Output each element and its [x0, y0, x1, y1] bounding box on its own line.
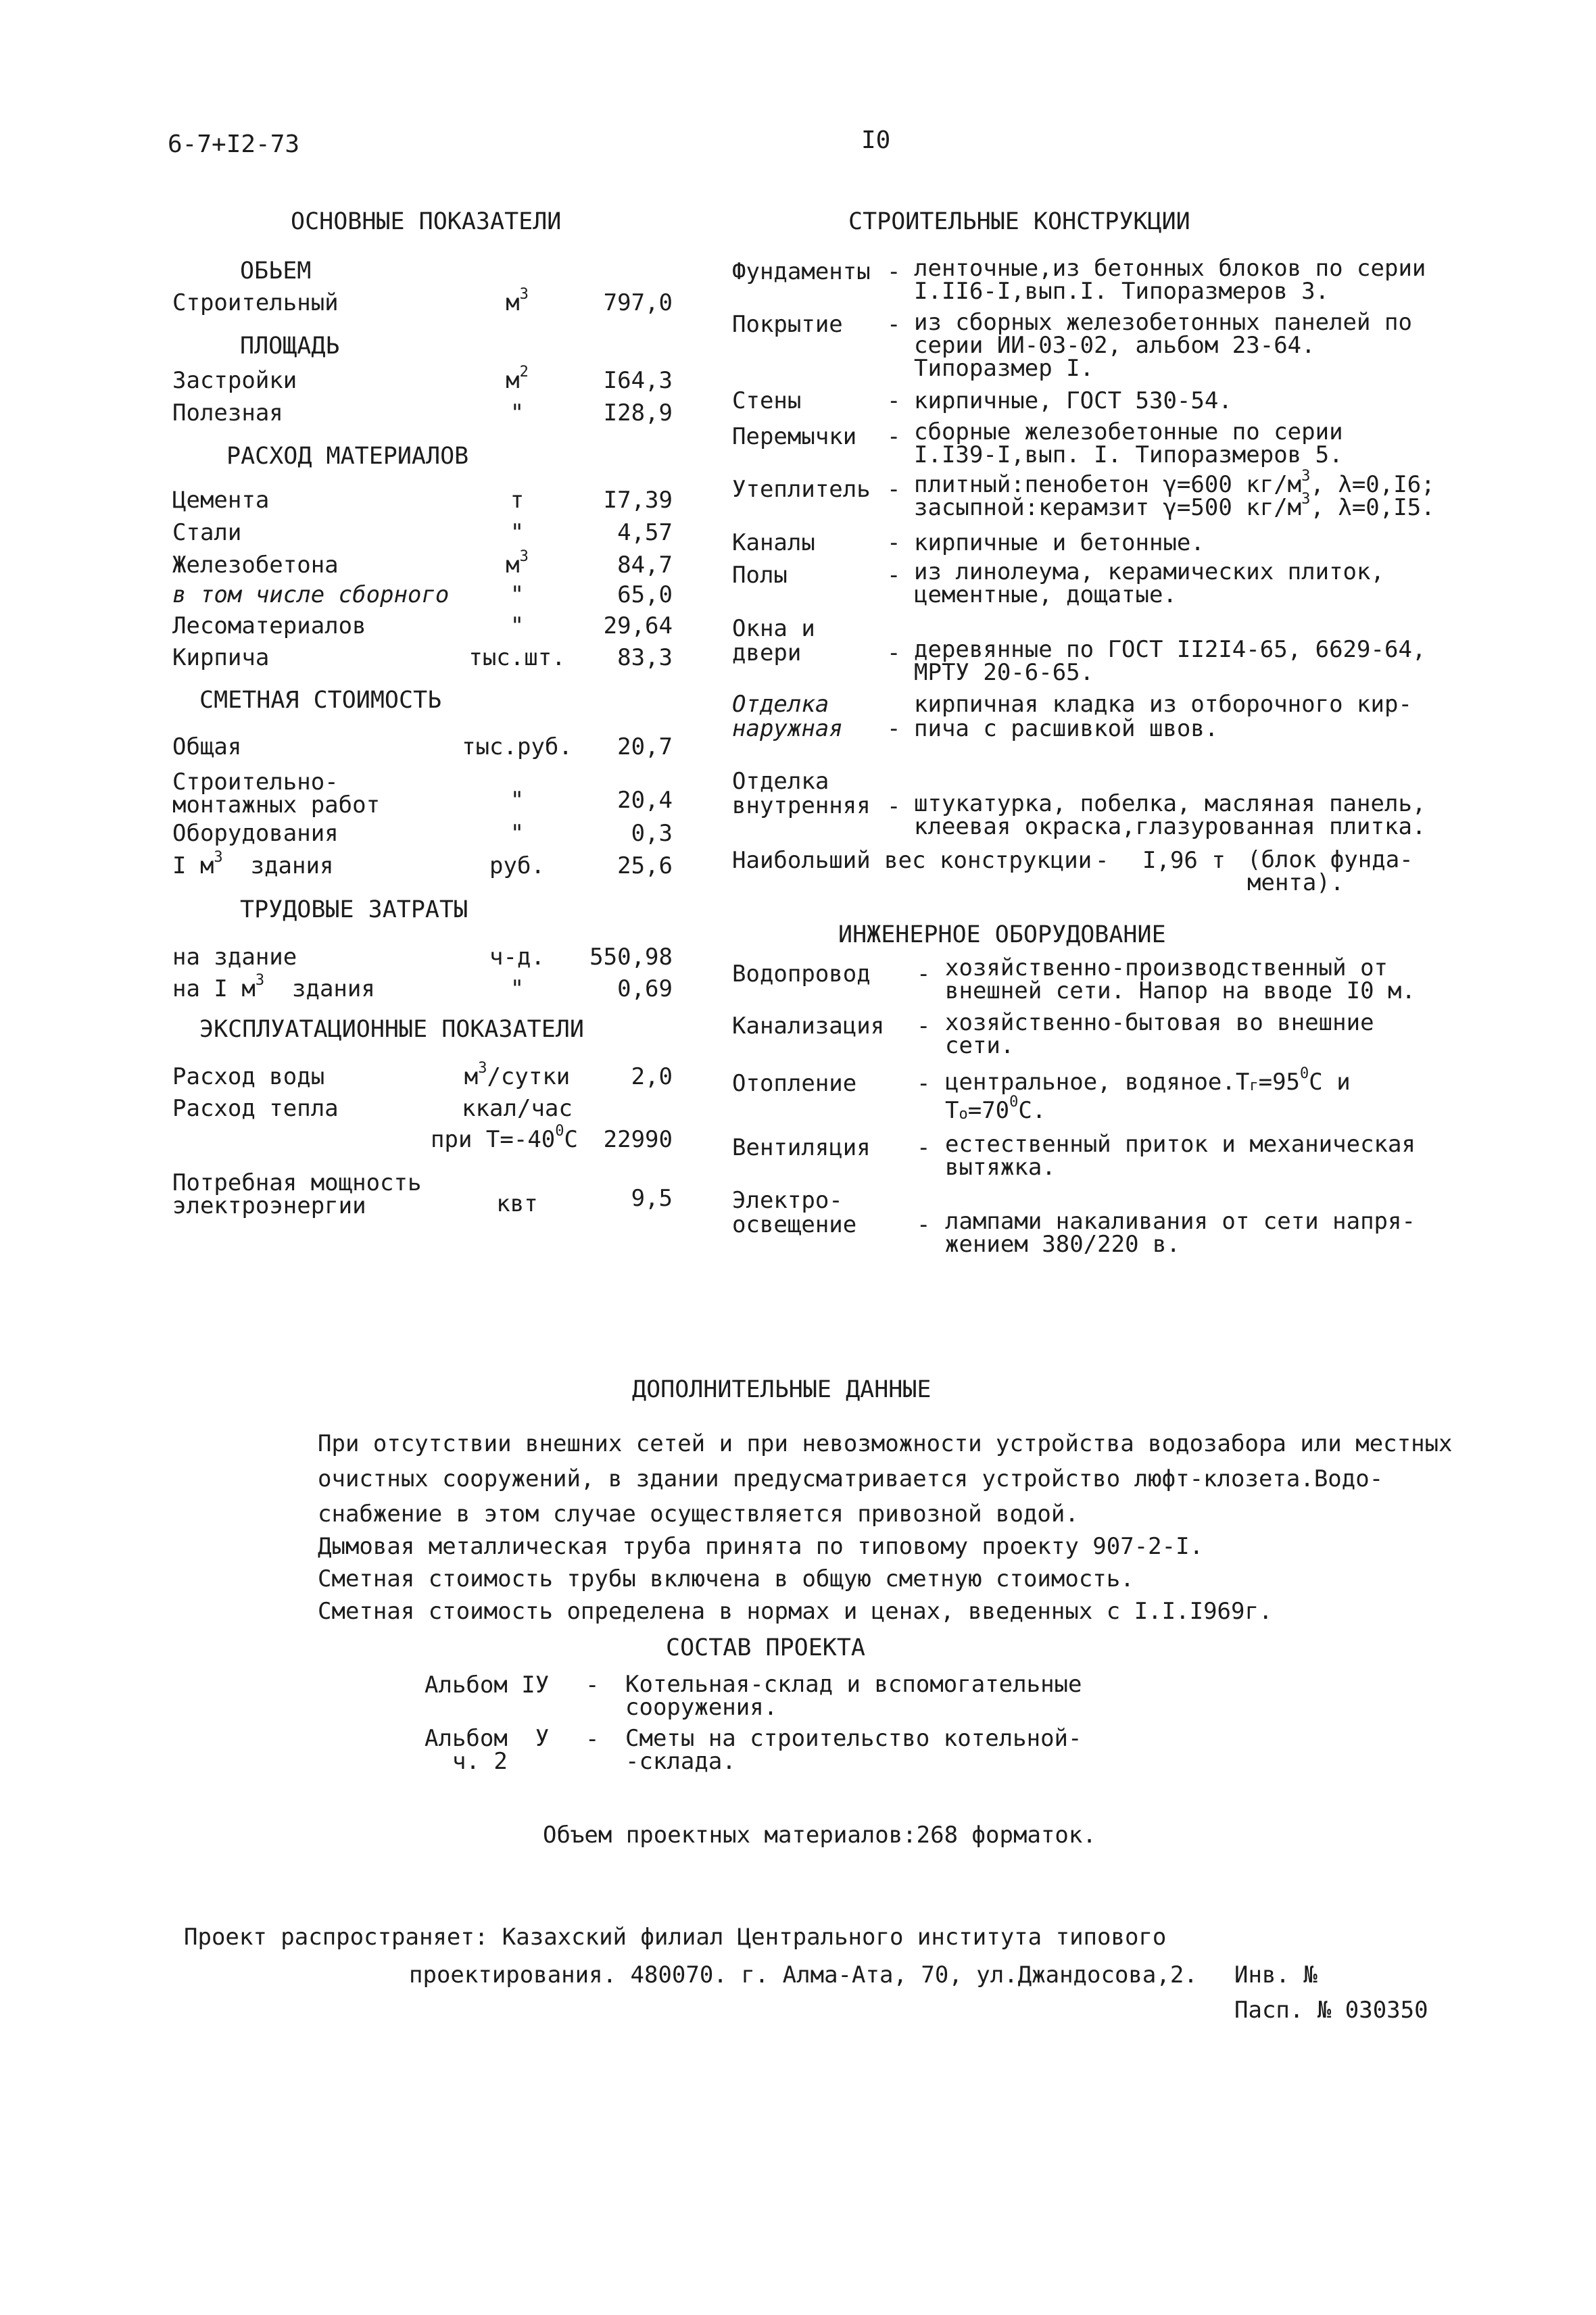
- engineering-text: [945, 1065, 1351, 1125]
- operational-heading: ЭКСПЛУАТАЦИОННЫЕ ПОКАЗАТЕЛИ: [199, 1016, 584, 1043]
- indicator-name: Стали: [172, 519, 242, 546]
- construction-label: Перемычки: [732, 423, 857, 450]
- album-description: Котельная-склад и вспомогательные сооружения.: [625, 1671, 1082, 1721]
- indicator-unit: ккал/час: [462, 1095, 573, 1122]
- indicator-name: Лесоматериалов: [172, 612, 366, 639]
- indicator-name: Потребная мощность электроэнергии: [172, 1169, 422, 1219]
- indicator-row: [172, 1060, 673, 1092]
- page-number: I0: [861, 126, 891, 154]
- dash: -: [887, 387, 901, 414]
- indicator-name: I $м^3$ здания: [172, 849, 334, 879]
- construction-text: из сборных железобетонных панелей по серии ИИ-03-02, альбом 23-64. Типоразмер I.: [914, 309, 1412, 382]
- dash: -: [1095, 847, 1109, 874]
- indicator-value: 0,3: [631, 820, 673, 847]
- additional-data-title: ДОПОЛНИТЕЛЬНЫЕ ДАННЫЕ: [632, 1376, 932, 1403]
- indicator-unit: $м^3$: [506, 548, 529, 579]
- construction-text: штукатурка, побелка, масляная панель, клеевая окраска,глазурованная плитка.: [914, 790, 1426, 840]
- indicator-row: [172, 645, 673, 673]
- dash: -: [585, 1726, 600, 1753]
- indicator-row: [172, 520, 673, 547]
- paragraph-line: При отсутствии внешних сетей и при невозможности устройства водозабора или местных: [318, 1430, 1453, 1457]
- indicator-unit: ": [510, 399, 525, 427]
- materials-heading: РАСХОД МАТЕРИАЛОВ: [226, 443, 469, 470]
- indicator-unit: при $Т=-40^0С$: [431, 1123, 578, 1153]
- dash: -: [887, 423, 901, 450]
- paragraph-line: Сметная стоимость определена в нормах и ценах, введенных с I.I.I969г.: [318, 1598, 1273, 1625]
- document-number: 6-7+I2-73: [168, 130, 300, 158]
- indicator-row: [172, 1123, 673, 1154]
- indicator-name: Расход воды: [172, 1063, 325, 1090]
- indicator-unit: ": [510, 612, 525, 639]
- volume-heading: ОБЬЕМ: [240, 258, 312, 285]
- indicator-row: [172, 821, 673, 848]
- indicator-name: Строительно- монтажных работ: [172, 769, 381, 819]
- engineering-label: Электро- освещение: [732, 1187, 857, 1238]
- composition-title: СОСТАВ ПРОЕКТА: [666, 1634, 866, 1661]
- distributor-line: Проект распространяет: Казахский филиал Центрального института типового: [184, 1924, 1167, 1951]
- indicator-name: Цемента: [172, 487, 270, 514]
- indicator-value: I64,3: [603, 367, 673, 394]
- engineering-text: естественный приток и механическая вытяжка.: [945, 1131, 1416, 1181]
- construction-text: [914, 468, 1435, 521]
- indicator-name: Расход тепла: [172, 1095, 339, 1122]
- construction-text: ленточные,из бетонных блоков по серии I.II6-I,вып.I. Типоразмеров 3.: [914, 255, 1426, 305]
- construction-label: Стены: [732, 387, 802, 414]
- indicator-value: 9,5: [631, 1185, 673, 1212]
- paragraph-line: Дымовая металлическая труба принята по типовому проекту 907-2-I.: [318, 1533, 1204, 1560]
- indicator-value: 797,0: [603, 289, 673, 316]
- indicator-name: Кирпича: [172, 644, 270, 671]
- indicator-row: [172, 583, 673, 610]
- engineering-label: Отопление: [732, 1070, 857, 1097]
- indicator-unit: $м^2$: [506, 364, 529, 394]
- indicator-name: в том числе сборного: [172, 581, 450, 608]
- dash: -: [917, 1134, 931, 1161]
- indicator-name: на здание: [172, 944, 297, 971]
- inventory-number: Инв. №: [1234, 1961, 1317, 1989]
- indicator-value: 0,69: [617, 975, 673, 1002]
- engineering-title: ИНЖЕНЕРНОЕ ОБОРУДОВАНИЕ: [838, 921, 1166, 948]
- dash: -: [917, 1013, 931, 1040]
- construction-label: Каналы: [732, 529, 815, 556]
- paragraph-line: снабжение в этом случае осуществляется привозной водой.: [318, 1501, 1079, 1528]
- dash: -: [917, 1070, 931, 1097]
- indicator-row: [172, 401, 673, 428]
- engineering-label: Вентиляция: [732, 1134, 871, 1161]
- indicator-value: 550,98: [589, 944, 673, 971]
- indicator-unit: ": [510, 820, 525, 847]
- dash: -: [887, 715, 901, 742]
- construction-title: СТРОИТЕЛЬНЫЕ КОНСТРУКЦИИ: [848, 208, 1190, 235]
- dash: -: [585, 1672, 600, 1699]
- indicator-row: [172, 614, 673, 641]
- indicator-value: 84,7: [617, 552, 673, 579]
- indicator-unit: тыс.шт.: [468, 644, 566, 671]
- indicator-name: Строительный: [172, 289, 339, 316]
- max-weight-note: (блок фунда- мента).: [1247, 846, 1413, 896]
- dash: -: [887, 476, 901, 503]
- insulation-line: плитный:пенобетон γ=600 $кг/м^3$, λ=0,I6;: [914, 468, 1435, 498]
- indicator-name: Оборудования: [172, 820, 339, 847]
- indicator-row: [172, 735, 673, 762]
- indicator-unit: ": [510, 787, 525, 814]
- dash: -: [887, 793, 901, 820]
- indicator-value: 29,64: [603, 612, 673, 639]
- dash: -: [887, 311, 901, 338]
- max-weight-label: Наибольший вес конструкции: [732, 847, 1092, 874]
- construction-text: кирпичные и бетонные.: [914, 529, 1205, 556]
- indicator-unit: $м^3$: [506, 286, 529, 316]
- construction-label: Фундаменты: [732, 258, 871, 285]
- dash: -: [887, 529, 901, 556]
- construction-text: кирпичная кладка из отборочного кир- пича с расшивкой швов.: [914, 691, 1412, 742]
- construction-label: Полы: [732, 562, 788, 589]
- indicator-name: Полезная: [172, 399, 283, 427]
- max-weight-value: I,96 т: [1142, 847, 1226, 874]
- indicator-value: 65,0: [617, 581, 673, 608]
- engineering-text: лампами накаливания от сети напря- жением 380/220 в.: [945, 1208, 1416, 1258]
- main-indicators-title: ОСНОВНЫЕ ПОКАЗАТЕЛИ: [291, 208, 562, 235]
- passport-number: Пасп. № 030350: [1234, 1997, 1428, 2024]
- engineering-label: Водопровод: [732, 960, 871, 988]
- insulation-line: засыпной:керамзит γ=500 $кг/м^3$, λ=0,I5.: [914, 491, 1435, 521]
- dash: -: [917, 960, 931, 988]
- indicator-value: I28,9: [603, 399, 673, 427]
- indicator-name: Общая: [172, 733, 242, 760]
- materials-volume: Объем проектных материалов:268 форматок.: [543, 1822, 1096, 1849]
- indicator-row: [172, 1171, 673, 1225]
- dash: -: [887, 639, 901, 666]
- cost-heading: СМЕТНАЯ СТОИМОСТЬ: [199, 687, 442, 714]
- indicator-unit: ": [510, 581, 525, 608]
- indicator-row: [172, 488, 673, 515]
- indicator-value: 4,57: [617, 519, 673, 546]
- construction-label: Отделка наружная: [732, 691, 843, 742]
- dash: -: [887, 258, 901, 285]
- album-label: Альбом У ч. 2: [425, 1725, 550, 1775]
- indicator-row: [172, 364, 673, 395]
- indicator-row: [172, 972, 673, 1004]
- indicator-unit: ": [510, 975, 525, 1002]
- indicator-unit: тыс.руб.: [462, 733, 573, 760]
- indicator-unit: квт: [496, 1190, 538, 1217]
- construction-text: из линолеума, керамических плиток, цементные, дощатые.: [914, 558, 1384, 608]
- indicator-value: 20,4: [617, 787, 673, 814]
- heating-line: $Т_о=70^0С$.: [945, 1094, 1046, 1124]
- dash: -: [887, 562, 901, 589]
- album-description: Сметы на строительство котельной- -склада.: [625, 1725, 1082, 1775]
- paragraph-line: очистных сооружений, в здании предусматривается устройство люфт-клозета.Водо-: [318, 1465, 1384, 1492]
- heating-line: центральное, $водяное.Т_г=95^0С$ и: [945, 1065, 1351, 1096]
- indicator-value: 25,6: [617, 852, 673, 879]
- indicator-row: [172, 548, 673, 580]
- area-heading: ПЛОЩАДЬ: [240, 333, 340, 360]
- indicator-value: 83,3: [617, 644, 673, 671]
- construction-text: деревянные по ГОСТ II2I4-65, 6629-64, МРТУ 20-6-65.: [914, 636, 1426, 686]
- indicator-row: [172, 945, 673, 972]
- construction-label: Покрытие: [732, 311, 843, 338]
- construction-label: Утеплитель: [732, 476, 871, 503]
- paragraph-line: Сметная стоимость трубы включена в общую сметную стоимость.: [318, 1565, 1134, 1592]
- construction-text: кирпичные, ГОСТ 530-54.: [914, 387, 1232, 414]
- indicator-unit: ": [510, 519, 525, 546]
- indicator-value: 22990: [603, 1126, 673, 1153]
- indicator-unit: ч-д.: [489, 944, 545, 971]
- construction-label: Отделка внутренняя: [732, 768, 871, 819]
- indicator-row: [172, 849, 673, 881]
- indicator-value: 2,0: [631, 1063, 673, 1090]
- indicator-unit: $м^3$/сутки: [464, 1060, 571, 1090]
- indicator-value: I7,39: [603, 487, 673, 514]
- indicator-row: [172, 1096, 673, 1123]
- construction-text: сборные железобетонные по серии I.I39-I,вып. I. Типоразмеров 5.: [914, 418, 1343, 468]
- indicator-row: [172, 771, 673, 825]
- engineering-text: хозяйственно-бытовая во внешние сети.: [945, 1009, 1374, 1059]
- album-label: Альбом IУ: [425, 1672, 550, 1699]
- engineering-text: хозяйственно-производственный от внешней сети. Напор на вводе I0 м.: [945, 954, 1416, 1004]
- construction-label: Окна и двери: [732, 615, 815, 666]
- distributor-address: проектирования. 480070. г. Алма-Ата, 70, ул.Джандосова,2.: [409, 1961, 1198, 1989]
- indicator-unit: т: [510, 487, 525, 514]
- indicator-value: 20,7: [617, 733, 673, 760]
- dash: -: [917, 1211, 931, 1238]
- labor-heading: ТРУДОВЫЕ ЗАТРАТЫ: [240, 896, 468, 923]
- engineering-label: Канализация: [732, 1013, 885, 1040]
- indicator-row: [172, 286, 673, 318]
- indicator-name: на I $м^3$ здания: [172, 972, 375, 1002]
- indicator-name: Железобетона: [172, 552, 339, 579]
- indicator-unit: руб.: [489, 852, 545, 879]
- indicator-name: Застройки: [172, 367, 297, 394]
